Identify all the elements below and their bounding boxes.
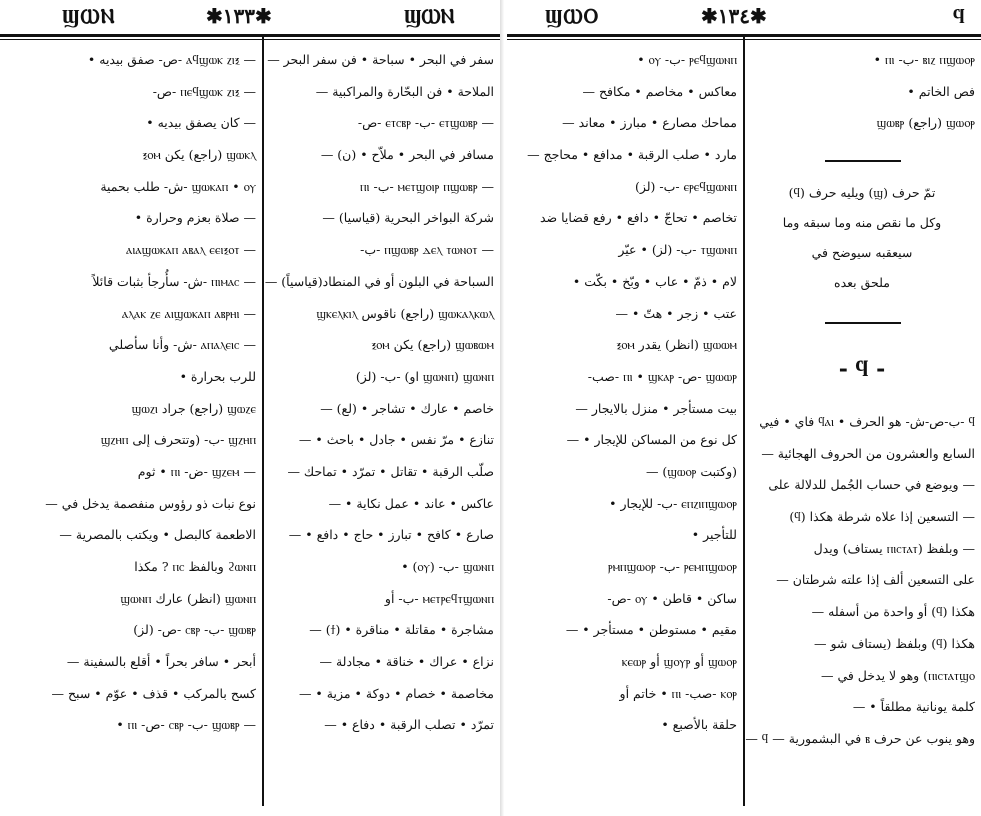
end-note-line: وكل ما نقص منه وما سبقه وما [782,215,942,230]
entry-line: — ⲙⲉⲧϣⲟⲓⲣ ⲡϣⲱⲃⲣ -ب- ⲡⲓ [359,178,494,194]
left-page-header-left-word: ϢⲰⲚ [62,4,116,28]
entry-line: عتب • زجر • هتّ • — [615,305,737,321]
entry-line: — وبلفظ (ⲡⲓⲥⲧⲁⲧ يستاف) ويدل [813,540,975,556]
right-page-header-left-word: ϢⲰⲞ [545,4,600,28]
entry-line: السباحة في البلون أو في المنطاد(قياسياً) — [264,273,494,289]
right-page-header [507,0,981,32]
entry-line: — ϣⲍⲉⲙ -ض- ⲡⲓ • ثوم [137,463,256,479]
section-letter-heading: - ϥ - [838,356,886,382]
entry-line: ϣⲱⲕⲁⲗⲕⲱⲗ (راجع) ناقوس ϣⲕⲉⲗⲕⲓⲗ [316,305,494,321]
entry-line: وهو ينوب عن حرف ⲃ في البشمورية — ϥ — [745,730,975,746]
entry-line: كسح بالمركب • قذف • عوّم • سبح — [51,685,256,701]
entry-line: مقيم • مستوطن • مستأجر • — [565,622,737,638]
entry-line: ϣⲱⲃⲣ -ب- ⲥⲃⲣ -ص- (لز) [133,622,256,638]
entry-line: ϣⲍⲏⲡ -ب- (وتتحرف إلى ϣⲍⲏⲡ [100,432,256,448]
entry-line: حلقة بالأصبع • [661,717,737,733]
entry-line: للرب بحرارة • [179,368,256,384]
end-note-line: ملحق بعده [834,275,890,290]
right-page-header-right-word: ϥ [953,4,965,28]
entry-line: بيت مستأجر • منزل بالايجار — [575,400,737,416]
entry-line: ϣⲱⲕⲁⲡ • ⲟⲩ -ش- طلب بحمية [100,178,256,194]
end-note-line: تمّ حرف (ϣ) ويليه حرف (ϥ) [788,185,936,200]
page-gutter [500,0,507,816]
entry-line: — ⲡϣⲱⲃⲣ ⲇⲉⲗ ⲧⲱⲛⲟⲧ -ب- [360,242,494,258]
entry-line: ⲙⲉⲧⲣⲉϥⲧϣⲱⲛⲡ -ب- أو [384,590,494,606]
left-page-header-rule [0,34,500,37]
entry-line: — كان يصفق بيديه • [146,115,256,131]
entry-line: مشاجرة • مقاتلة • مناقرة • (ϯ) — [309,622,494,638]
entry-line: — ⲡⲉϥϣⲱⲕ ⲍⲓⲝ -ص- [152,83,256,99]
entry-line: نوع نبات ذو رؤوس منفصمة يدخل في — [45,495,256,511]
entry-line: مماحك مصارع • مبارز • معاند — [562,115,737,131]
entry-line: تنازع • مرّ نفس • جادل • باحث • — [298,432,494,448]
entry-line: عاكس • عاند • عمل نكاية • — [328,495,494,511]
entry-line: الاطعمة كالبصل • ويكتب بالمصرية — [59,527,256,543]
left-page-left-column [30,44,256,806]
entry-line: ϣⲱⲛⲡ (انظر) عارك ϣⲱⲛⲡ [120,590,256,606]
entry-line: كلمة يونانية مطلقاً • — [852,699,975,715]
entry-line: هكذا (ϥ) وبلفظ (يستاف شو — [814,635,975,651]
entry-line: — صلاة بعزم وحرارة • [134,210,256,226]
end-note [749,178,975,298]
left-page-column-divider [262,36,264,806]
entry-line: مسافر في البحر • ملاّح • (ن) — [320,147,494,163]
right-page-number: ✱١٣٤✱ [701,4,767,28]
entry-line: تمرّد • تصلب الرقبة • دفاع • — [324,717,494,733]
entry-line: ϣⲱⲕⲗ (راجع) يكن ⲝⲟⲙ [142,147,256,163]
entry-line: ϣⲱⲱⲙ (انظر) يقدر ⲝⲟⲙ [616,337,737,353]
entry-line: خاصم • عارك • تشاجر • (لع) — [320,400,494,416]
end-note-line: سيعقبه سيوضح في [811,245,913,260]
entry-line: — التسعين إذا علاه شرطة هكذا (ϥ) [789,509,975,525]
entry-line: سفر في البحر • سباحة • فن سفر البحر — [267,52,494,67]
entry-line: ⲣⲉⲙⲡϣⲱⲟⲣ -ب- ⲣⲙⲡϣⲱⲟⲣ [608,559,737,574]
entry-line: مارد • صلب الرقبة • مدافع • محاجج — [527,147,737,163]
entry-line: أبحر • سافر بحراً • أقلع بالسفينة — [66,654,256,670]
entry-line: كل نوع من المساكن للإيجار • — [566,432,737,448]
end-note-rule-bottom [825,322,901,324]
entry-line: ϣⲱⲱⲣ -ص- ⲡⲓ • ϣⲕⲁⲣ -صب- [587,368,737,384]
entry-line: ϣⲱⲟⲣ (راجع) ϣⲱⲃⲣ [876,115,975,131]
entry-line: — ⲁϥϣⲱⲕ ⲍⲓⲝ -ص- صفق بيديه • [87,52,256,67]
entry-line: السابع والعشرون من الحروف الهجائية — [761,445,975,461]
entry-line: تخاصم • تحاجّ • دافع • رفع قضايا ضد [539,210,737,226]
left-page-number: ✱١٣٣✱ [206,4,272,28]
entry-line: فص الخاتم • [907,83,975,99]
entry-line: ϣⲱⲛⲡ (ϣⲱⲛⲡ او) -ب- (لز) [355,368,494,384]
entry-line: — ⲁⲓⲁϣⲱⲕⲁⲡ ⲁⲃⲁⲗ ⲉⲉⲓⲝⲟⲧ [126,242,256,258]
entry-line: — ⲡⲓⲙⲁⲥ -ش- سأُرجأ بثبات قائلاً [92,273,256,289]
entry-line: — ⲁⲗⲁⲕ ⲍⲉ ⲁⲓϣⲱⲕⲁⲡ ⲁⲃⲣⲏⲓ [121,305,256,321]
entry-line: — ϣⲱⲃⲣ -ب- ⲥⲃⲣ -ص- ⲡⲓ • [116,717,256,733]
entry-line: ϣⲱⲛⲡ -ب- (ⲟⲩ) • [401,559,494,574]
entry-line: الملاحة • فن البحّارة والمراكبية — [315,83,494,99]
entry-line: — ويوضع في حساب الجُمل للدلالة على [768,477,975,493]
entry-line: ϥ -ب-ص-ش- هو الحرف • ϥⲁⲓ فاي • فيي [759,414,975,429]
entry-line: ϣⲱⲃⲱⲙ (راجع) يكن ⲝⲟⲙ [371,337,494,353]
entry-line: — ⲉⲧϣⲱⲃⲣ -ب- ⲉⲧⲥⲃⲣ -ص- [357,115,494,131]
entry-line: ⲣⲉϥϣⲱⲛⲡ -ب- ⲟⲩ • [637,52,737,67]
entry-line: شركة البواخر البحرية (قياسيا) — [322,210,494,226]
entry-line: صارع • كافح • تبارز • حاج • دافع • — [288,527,494,543]
entry-line: ⲡⲓⲥⲧⲁⲧϣⲟ) وهو لا يدخل في — [820,667,975,683]
entry-line: ⲕⲟⲣ -صب- ⲡⲓ • خاتم أو [619,685,737,701]
right-page-left-column [515,44,737,806]
left-page-header [0,0,500,32]
right-page-column-divider [743,36,745,806]
entry-line: نزاع • عراك • خناقة • مجادلة — [319,654,494,670]
right-page [507,0,981,816]
entry-line: على التسعين ألف إذا علته شرطتان — [776,572,975,588]
entry-line: ⲉⲣⲉϥϣⲱⲛⲡ -ب- (لز) [634,178,737,194]
end-note-rule-top [825,160,901,162]
entry-line: (وكتبت ϣⲱⲟⲣ) — [645,463,737,479]
entry-line: ϣⲱⲟⲣ أو ϣⲟⲩⲣ أو ⲕⲉⲱⲣ [621,654,737,670]
entry-line: للتأجير • [691,527,737,543]
entry-line: ⲉⲡⲍⲓⲡϣⲱⲟⲣ -ب- للإيجار • [609,495,737,511]
entry-line: ⲃⲓⲍ ⲡϣⲱⲟⲣ -ب- ⲡⲓ • [873,52,975,67]
entry-line: ⲧϣⲱⲛⲡ -ب- (لز) • عيّر [618,242,737,258]
left-page-header-right-word: ϢⲰⲚ [404,4,455,28]
entry-line: صلّب الرقبة • تقاتل • تمرّد • تماحك — [287,463,494,479]
entry-line: ϣⲱⲍⲉ (راجع) جراد ϣⲱⲍⲓ [131,400,256,416]
entry-line: مخاصمة • خصام • دوكة • مزية • — [298,685,494,701]
entry-line: لام • ذمّ • عاب • وبّخ • بكّت • [572,273,737,289]
entry-line: ϩⲱⲛⲡ وبالفظ ⲡⲥ ? مكذا [134,559,256,574]
right-page-right-column-lower [745,406,975,806]
entry-line: — ⲁⲡⲁⲗⲉⲓⲥ -ش- وأنا سأصلي [108,337,256,353]
entry-line: ساكن • قاطن • ⲟⲩ -ص- [607,590,737,606]
entry-line: معاكس • مخاصم • مكافح — [582,83,737,99]
entry-line: هكذا (ϥ) أو واحدة من أسفله — [811,604,975,620]
left-page-right-column [264,44,494,806]
left-page-header-rule-thin [0,39,500,40]
